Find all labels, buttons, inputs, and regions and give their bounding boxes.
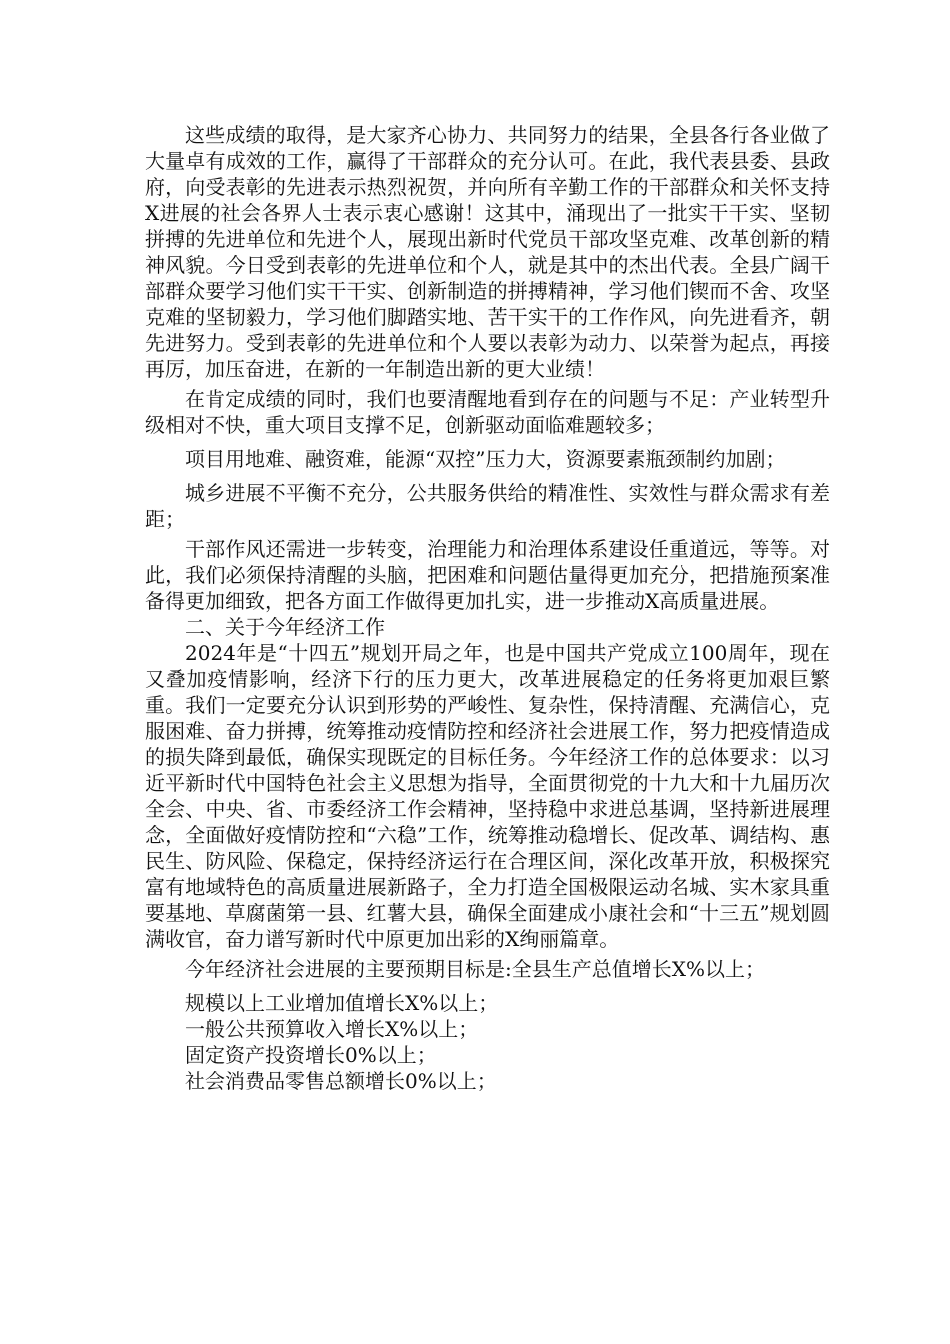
list-item-retail-sales: 社会消费品零售总额增长0%以上；: [185, 1069, 497, 1093]
section-heading-economic-work: 二、关于今年经济工作: [185, 615, 385, 639]
paragraph-achievements: 这些成绩的取得，是大家齐心协力、共同努力的结果，全县各行各业做了大量卓有成效的工作，赢得了干部群众的充分认可。在此，我代表县委、县政府，向受表彰的先进表示热烈祝贺，并向所有辛勤工作的干部群众和关怀支持X进展的社会各界人士表示衷心感谢！这其中，涌现出了一批实干干实、坚韧拼搏的先进单位和先进个人，展现出新时代党员干部攻坚克难、改革创新的精神风貌。今日受到表彰的先进单位和个人，就是其中的杰出代表。全县广阔干部群众要学习他们实干干实、创新制造的拼搏精神，学习他们锲而不舍、攻坚克难的坚韧毅力，学习他们脚踏实地、苦干实干的工作作风，向先进看齐，朝先进努力。受到表彰的先进单位和个人要以表彰为动力、以荣誉为起点，再接再厉，加压奋进，在新的一年制造出新的更大业绩！: [145, 123, 830, 381]
paragraph-land-finance: 项目用地难、融资难，能源“双控”压力大，资源要素瓶颈制约加剧；: [185, 447, 786, 471]
list-item-industrial-value: 规模以上工业增加值增长X%以上；: [185, 991, 499, 1015]
paragraph-cadre-style: 干部作风还需进一步转变，治理能力和治理体系建设任重道远，等等。对此，我们必须保持清醒的头脑，把困难和问题估量得更加充分，把措施预案准备得更加细致，把各方面工作做得更加扎实，进一步推动X高质量进展。: [145, 537, 830, 613]
paragraph-problems: 在肯定成绩的同时，我们也要清醒地看到存在的问题与不足：产业转型升级相对不快，重大项目支撑不足，创新驱动面临难题较多；: [145, 387, 830, 437]
paragraph-main-targets: 今年经济社会进展的主要预期目标是:全县生产总值增长X%以上；: [185, 957, 765, 981]
list-item-fixed-assets: 固定资产投资增长0%以上；: [185, 1043, 437, 1067]
list-item-public-budget: 一般公共预算收入增长X%以上；: [185, 1017, 479, 1041]
paragraph-urban-rural: 城乡进展不平衡不充分，公共服务供给的精准性、实效性与群众需求有差距；: [145, 481, 830, 531]
document-body: [145, 122, 830, 1094]
paragraph-economic-requirements: 2024年是“十四五”规划开局之年，也是中国共产党成立100周年，现在又叠加疫情影响，经济下行的压力更大，改革进展稳定的任务将更加艰巨繁重。我们一定要充分认识到形势的严峻性、复杂性，保持清醒、充满信心，克服困难、奋力拼搏，统筹推动疫情防控和经济社会进展工作，努力把疫情造成的损失降到最低，确保实现既定的目标任务。今年经济工作的总体要求：以习近平新时代中国特色社会主义思想为指导，全面贯彻党的十九大和十九届历次全会、中央、省、市委经济工作会精神，坚持稳中求进总基调，坚持新进展理念，全面做好疫情防控和“六稳”工作，统筹推动稳增长、促改革、调结构、惠民生、防风险、保稳定，保持经济运行在合理区间，深化改革开放，积极探究富有地域特色的高质量进展新路子，全力打造全国极限运动名城、实木家具重要基地、草腐菌第一县、红薯大县，确保全面建成小康社会和“十三五”规划圆满收官，奋力谱写新时代中原更加出彩的X绚丽篇章。: [145, 641, 830, 951]
